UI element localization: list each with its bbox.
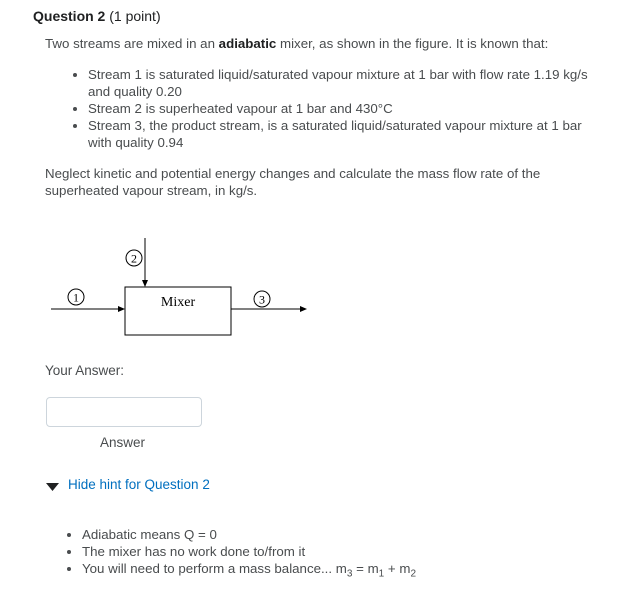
list-item: • Stream 3, the product stream, is a saturated liquid/saturated vapour mixture at 1 bar with quality 0.94 (88, 117, 590, 151)
stream3-label: 3 (259, 292, 265, 307)
list-item: • The mixer has no work done to/from it (82, 543, 416, 560)
stream2-arrowhead (142, 280, 148, 287)
question-title: Question 2 (33, 8, 106, 24)
stream1-arrowhead (118, 306, 125, 312)
mass-balance-equation: $m_3 = m_1 + m_2$ (335, 561, 416, 580)
question-header (33, 8, 161, 24)
question-body (45, 35, 590, 199)
answer-input[interactable] (46, 397, 202, 427)
hint-text: You will need to perform a mass balance... (82, 561, 336, 576)
hint-list (45, 526, 416, 583)
question-points: (1 point) (109, 8, 161, 24)
list-item (82, 560, 416, 583)
question-instruction: Neglect kinetic and potential energy changes and calculate the mass flow rate of the superheated vapour stream, in kg/s. (45, 166, 541, 198)
intro-text-end: mixer, as shown in the figure. It is known that: (276, 36, 549, 51)
stream3-arrowhead (300, 306, 307, 312)
list-item: • Stream 2 is superheated vapour at 1 bar and 430°C (88, 100, 590, 117)
hide-hint-link[interactable]: Hide hint for Question 2 (68, 477, 210, 492)
hide-hint-toggle[interactable] (45, 477, 210, 492)
answer-sub-label: Answer (100, 435, 146, 450)
mixer-diagram-svg (48, 236, 318, 346)
caret-down-icon (45, 480, 60, 490)
hint-panel (45, 526, 416, 583)
question-intro (45, 35, 590, 52)
list-item: • Adiabatic means Q = 0 (82, 526, 416, 543)
given-conditions-list (45, 66, 590, 151)
intro-text: Two streams are mixed in an (45, 36, 219, 51)
mixer-label: Mixer (160, 295, 196, 310)
list-item: • Stream 1 is saturated liquid/saturated vapour mixture at 1 bar with flow rate 1.19 kg/s and quality 0.20 (88, 66, 590, 100)
stream1-label: 1 (73, 290, 79, 305)
stream2-label: 2 (131, 251, 137, 266)
your-answer-label: Your Answer: (45, 363, 125, 378)
mixer-diagram (48, 236, 318, 351)
intro-bold: adiabatic (218, 36, 277, 51)
